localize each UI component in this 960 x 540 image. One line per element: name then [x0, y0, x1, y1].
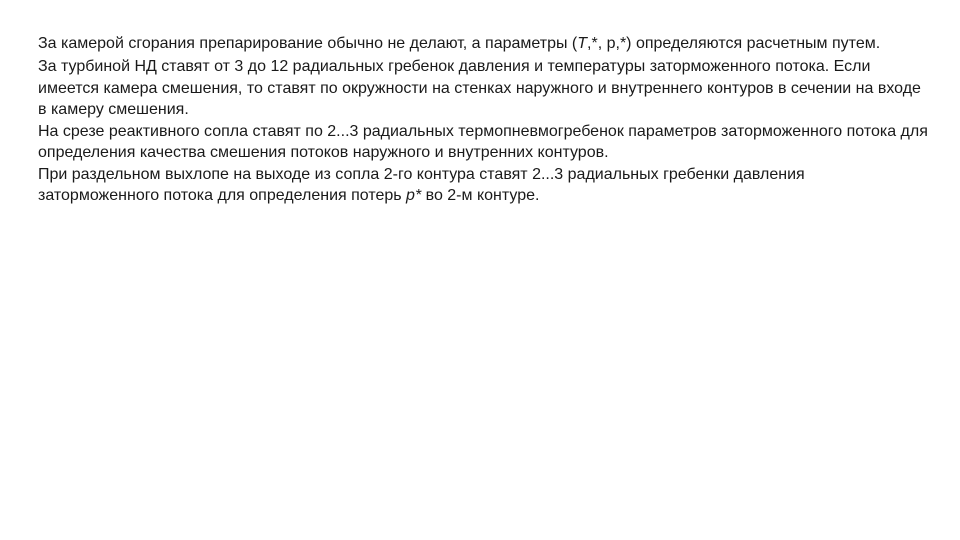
text-content	[38, 32, 928, 207]
paragraph-combustion-chamber	[38, 32, 928, 56]
text-segment: ,*, p	[587, 35, 616, 52]
paragraph-turbine: За турбиной НД ставят от 3 до 12 радиальных гребенок давления и температуры заторможенного потока. Если имеется камера смешения, то ставят по окружности на стенках наружного и внутреннего контуров в сечении на входе в камеру смешения.	[38, 58, 921, 118]
symbol-p-star: p*	[406, 187, 422, 204]
paragraph-separate-exhaust	[38, 164, 928, 207]
text-segment: *) определяются расчетным путем.	[619, 35, 881, 52]
text-segment: во 2-м контуре.	[421, 187, 540, 204]
symbol-subscript: ,	[615, 35, 620, 52]
text-segment: При раздельном выхлопе на выходе из сопла 2-го контура ставят 2...3 радиальных гребенки давления заторможенного потока для определения потерь	[38, 165, 805, 204]
symbol-t: T	[577, 35, 588, 52]
paragraph-nozzle: На срезе реактивного сопла ставят по 2...3 радиальных термопневмогребенок параметров заторможенного потока для определения качества смешения потоков наружного и внутренних контуров.	[38, 122, 928, 161]
text-segment: За камерой сгорания препарирование обычно не делают, а параметры (	[38, 35, 578, 52]
